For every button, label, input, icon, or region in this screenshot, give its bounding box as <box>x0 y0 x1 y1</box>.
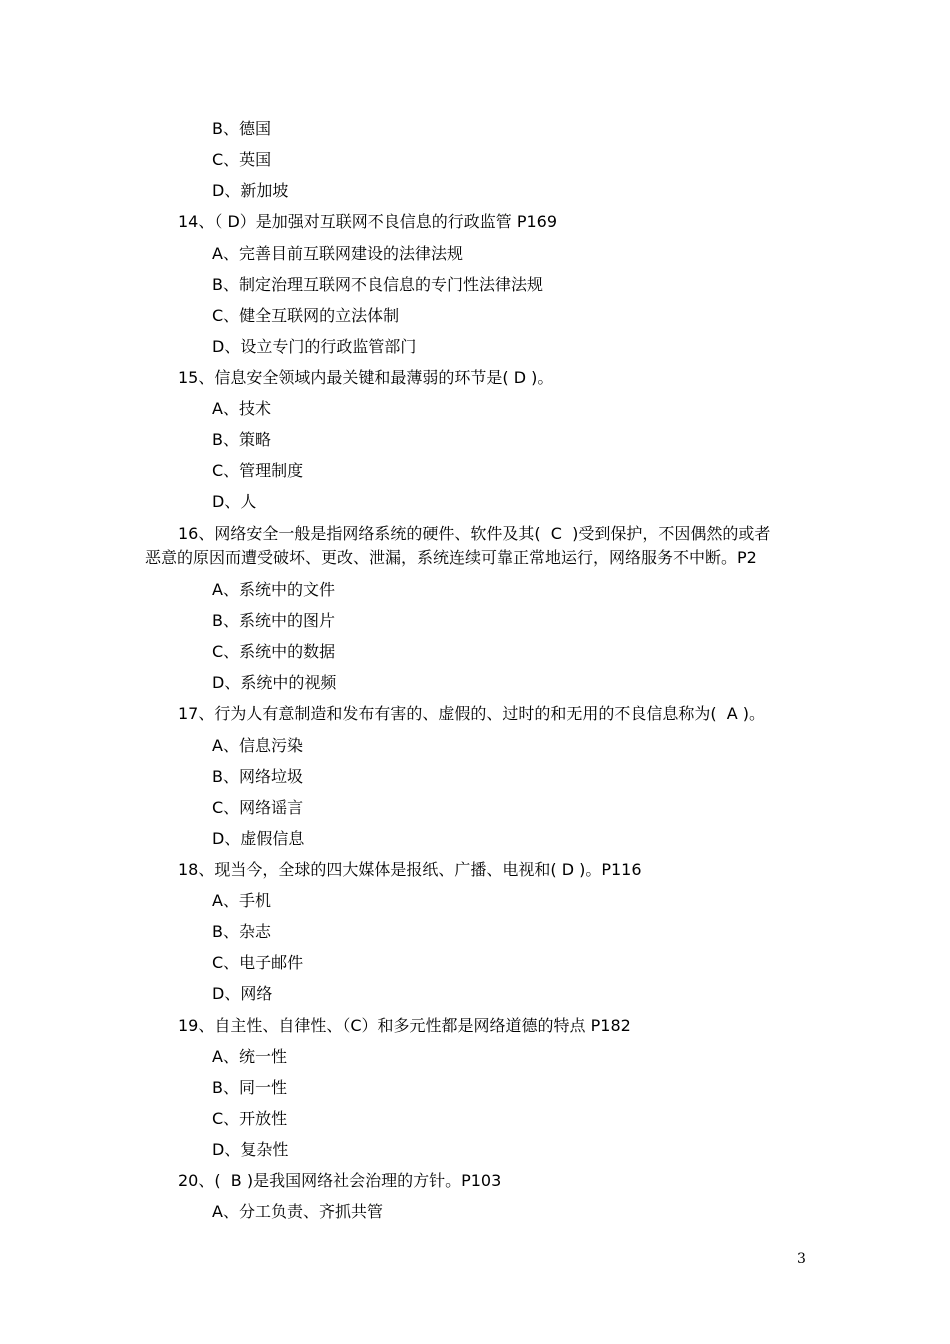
option-c-q13: C、英国 <box>212 150 272 169</box>
question-17: 17、行为人有意制造和发布有害的、虚假的、过时的和无用的不良信息称为( A )。 <box>178 704 766 723</box>
option-a-q19: A、统一性 <box>212 1047 287 1066</box>
option-d-q15: D、人 <box>212 492 257 511</box>
option-d-q18: D、网络 <box>212 984 273 1003</box>
question-16-continued: 恶意的原因而遭受破坏、更改、泄漏，系统连续可靠正常地运行，网络服务不中断。P2 <box>145 548 757 567</box>
question-16: 16、网络安全一般是指网络系统的硬件、软件及其( C )受到保护，不因偶然的或者 <box>178 524 771 543</box>
option-d-q13: D、新加坡 <box>212 181 289 200</box>
option-d-q14: D、设立专门的行政监管部门 <box>212 337 417 356</box>
option-d-q19: D、复杂性 <box>212 1140 289 1159</box>
option-b-q19: B、同一性 <box>212 1078 287 1097</box>
question-20: 20、( B )是我国网络社会治理的方针。P103 <box>178 1171 502 1190</box>
page-number: 3 <box>797 1251 806 1267</box>
option-a-q15: A、技术 <box>212 399 271 418</box>
option-b-q15: B、策略 <box>212 430 271 449</box>
question-15: 15、信息安全领域内最关键和最薄弱的环节是( D )。 <box>178 368 554 387</box>
option-a-q17: A、信息污染 <box>212 736 303 755</box>
option-c-q15: C、管理制度 <box>212 461 304 480</box>
option-a-q14: A、完善目前互联网建设的法律法规 <box>212 244 463 263</box>
option-b-q16: B、系统中的图片 <box>212 611 335 630</box>
question-18: 18、现当今，全球的四大媒体是报纸、广播、电视和( D )。P116 <box>178 860 642 879</box>
option-d-q17: D、虚假信息 <box>212 829 305 848</box>
question-14: 14、（ D）是加强对互联网不良信息的行政监管 P169 <box>178 212 558 231</box>
option-a-q16: A、系统中的文件 <box>212 580 335 599</box>
option-c-q14: C、健全互联网的立法体制 <box>212 306 400 325</box>
option-c-q19: C、开放性 <box>212 1109 288 1128</box>
option-d-q16: D、系统中的视频 <box>212 673 337 692</box>
option-b-q13: B、德国 <box>212 119 271 138</box>
option-b-q18: B、杂志 <box>212 922 271 941</box>
option-a-q18: A、手机 <box>212 891 271 910</box>
question-19: 19、自主性、自律性、（C）和多元性都是网络道德的特点 P182 <box>178 1016 631 1035</box>
option-c-q17: C、网络谣言 <box>212 798 304 817</box>
option-c-q18: C、电子邮件 <box>212 953 304 972</box>
option-a-q20: A、分工负责、齐抓共管 <box>212 1202 383 1221</box>
option-b-q17: B、网络垃圾 <box>212 767 303 786</box>
option-c-q16: C、系统中的数据 <box>212 642 336 661</box>
option-b-q14: B、制定治理互联网不良信息的专门性法律法规 <box>212 275 543 294</box>
